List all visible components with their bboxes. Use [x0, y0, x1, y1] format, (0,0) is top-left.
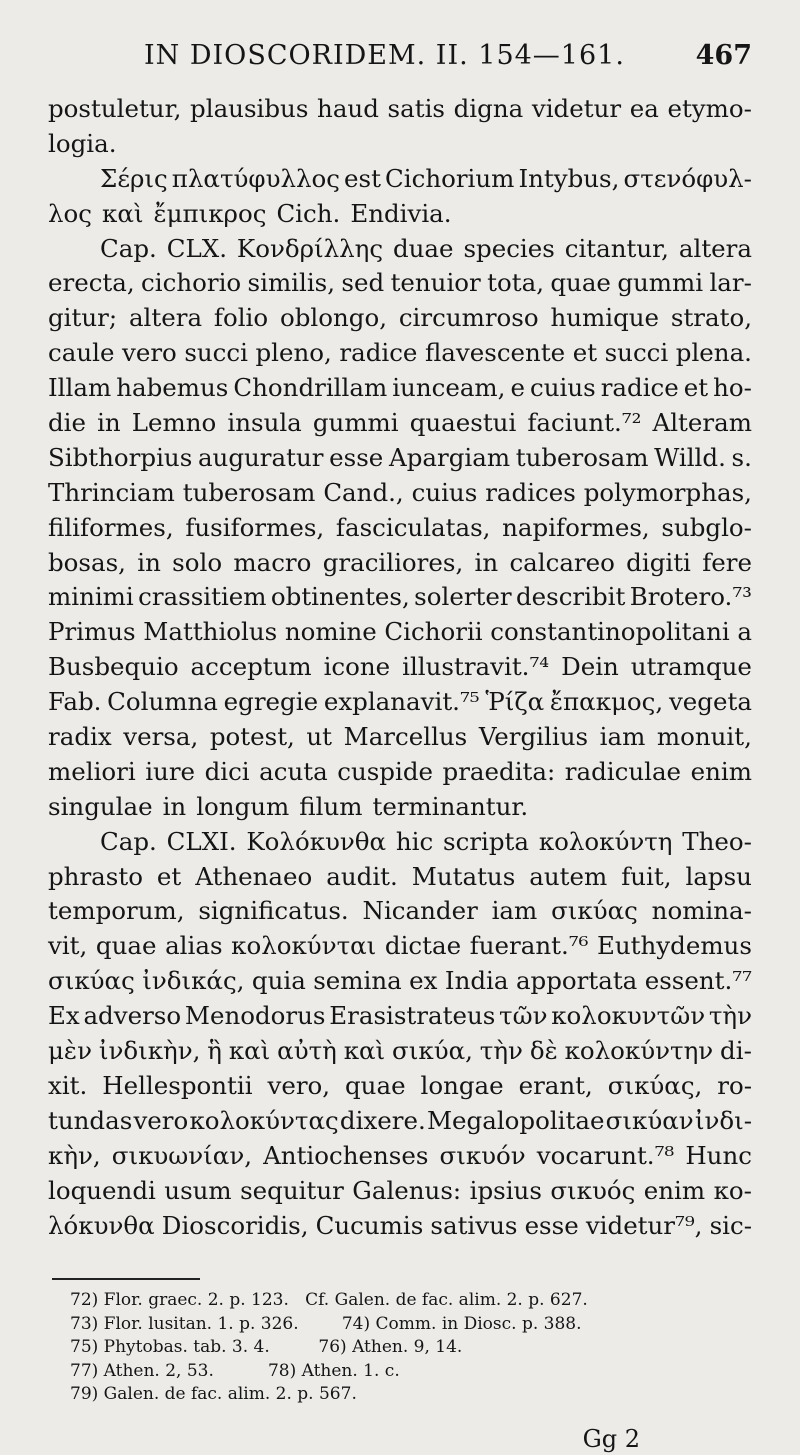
word: Chondrillam [233, 373, 388, 403]
word: Megalopolitae [426, 1105, 605, 1135]
text-line [48, 685, 752, 720]
word: sic- [709, 1210, 752, 1240]
word: Primus [48, 617, 136, 647]
word: constantinopolitani [490, 617, 730, 647]
word: radice [600, 373, 679, 403]
word: fuerant.⁷⁶ [469, 931, 589, 961]
word: faciunt.⁷² [527, 408, 642, 438]
word: nomine [284, 617, 377, 647]
text-line [48, 371, 752, 406]
text-line [48, 650, 752, 685]
word: altera [128, 303, 203, 333]
word: est [344, 163, 381, 193]
word: ἰνδι- [694, 1105, 752, 1135]
word: σικυός [550, 1175, 636, 1205]
word: Illam [48, 373, 112, 403]
word: icone [323, 652, 391, 682]
word: Galenus: [352, 1175, 462, 1205]
word: cuius [529, 373, 596, 403]
footnote: 79) Galen. de fac. alim. 2. p. 567. [70, 1384, 357, 1404]
word: fuit, [621, 861, 672, 891]
word: gitur; [48, 303, 118, 333]
word: duae [392, 233, 454, 263]
word: folio [213, 303, 269, 333]
word: auguratur [197, 442, 324, 472]
word: postuletur, [48, 94, 182, 123]
running-title: IN DIOSCORIDEM. II. 154—161. [144, 40, 625, 71]
word: Lemno [131, 408, 217, 438]
word: vit, [48, 931, 88, 961]
word: hic [395, 826, 434, 856]
word: a [737, 617, 752, 647]
word: filiformes, [48, 512, 174, 542]
text-line [48, 790, 752, 825]
text-line [48, 1209, 752, 1244]
word: videtur⁷⁹, [585, 1210, 703, 1240]
word: habemus [116, 373, 229, 403]
word: σικύαν [605, 1105, 694, 1135]
word: radiculae [564, 756, 682, 786]
word: Ex [48, 1001, 80, 1031]
word: vero, [267, 1070, 331, 1100]
text-line [48, 1139, 752, 1174]
word: erant, [518, 1070, 593, 1100]
word: similis, [247, 268, 336, 298]
word: citantur, [564, 233, 669, 263]
word: καὶ [343, 1036, 386, 1066]
word: filum [299, 791, 363, 821]
signature-mark: Gg 2 [582, 1425, 640, 1453]
word: audit. [326, 861, 398, 891]
word: Cand., [323, 477, 404, 507]
word: radix [48, 722, 112, 752]
word: et [156, 861, 182, 891]
word: adverso [83, 1001, 182, 1031]
footnote: 77) Athen. 2, 53. 78) Athen. 1. c. [70, 1360, 400, 1381]
word: πλατύφυλλος [171, 163, 340, 193]
word: Menodorus [184, 1001, 326, 1031]
text-line [48, 1069, 752, 1104]
word: Erasistrateus [329, 1001, 496, 1031]
footnote: 75) Phytobas. tab. 3. 4. 76) Athen. 9, 14. [70, 1337, 463, 1357]
word: minimi [48, 582, 134, 612]
word: radice [339, 338, 418, 368]
word: satis [387, 94, 445, 123]
word: ἰνδικὴν, [98, 1036, 201, 1066]
word: digiti [626, 547, 691, 577]
text-line [48, 476, 752, 511]
word: singulae [48, 791, 153, 821]
word: Thrinciam [48, 477, 175, 507]
word: tundas [48, 1105, 133, 1135]
word: digna [453, 94, 524, 123]
word: tenuior [390, 268, 481, 298]
word: σικύας, [607, 1070, 703, 1100]
word: Ῥίζα [485, 687, 545, 717]
word: ipsius [469, 1175, 542, 1205]
word: Sibthorpius [48, 442, 193, 472]
word: iam [491, 896, 538, 926]
word: logia. [48, 128, 117, 158]
word: Cap. [100, 233, 157, 263]
word: cuspide [337, 756, 434, 786]
word: vero [121, 338, 177, 368]
word: Nicander [362, 896, 478, 926]
word: τὴν [708, 1001, 752, 1031]
text-line [48, 266, 752, 301]
word: ἰνδικάς, [142, 966, 245, 996]
word: semina [313, 966, 402, 996]
word: temporum, [48, 896, 185, 926]
word: solo [172, 547, 223, 577]
word: Dioscoridis, [161, 1210, 309, 1240]
word: tuberosam [182, 477, 316, 507]
text-line [48, 894, 752, 929]
word: sequitur [240, 1175, 344, 1205]
word: tuberosam [515, 442, 649, 472]
word: caule [48, 338, 115, 368]
word: pleno, [255, 338, 332, 368]
word: di- [720, 1036, 752, 1066]
body-text [48, 92, 752, 1243]
word: iunceam, [392, 373, 506, 403]
word: dictae [384, 931, 462, 961]
word: utramque [630, 652, 752, 682]
text-line [48, 615, 752, 650]
word: tota, [487, 268, 544, 298]
text-line [48, 92, 752, 127]
text-line [48, 1034, 752, 1069]
word: quaestui [409, 408, 517, 438]
text-line [48, 860, 752, 895]
word: nomina- [651, 896, 752, 926]
word: autem [529, 861, 608, 891]
page-header [48, 40, 752, 80]
text-line [48, 999, 752, 1034]
word: e [510, 373, 525, 403]
word: vero [133, 1105, 189, 1135]
word: etymo- [667, 94, 752, 123]
word: Cichorium [385, 163, 515, 193]
word: CLXI. [166, 826, 237, 856]
word: Alteram [652, 408, 752, 438]
text-line [48, 441, 752, 476]
word: terminantur. [372, 791, 529, 821]
word: στενόφυλ- [623, 163, 752, 193]
word: circumroso [398, 303, 539, 333]
text-line [48, 755, 752, 790]
word: polymorphas, [583, 477, 752, 507]
word: sativus [430, 1210, 518, 1240]
word: Hunc [685, 1140, 752, 1170]
word: Marcellus [343, 722, 468, 752]
word: succi [184, 338, 248, 368]
word: et [683, 373, 709, 403]
word: ἔπακμος, [549, 687, 664, 717]
word: crassitiem [138, 582, 267, 612]
text-line [48, 197, 752, 232]
word: κολοκύντας [189, 1105, 339, 1135]
word: dici [204, 756, 250, 786]
word: ut [306, 722, 333, 752]
word: praedita: [442, 756, 556, 786]
word: σικύα, [392, 1036, 473, 1066]
word: India [444, 966, 509, 996]
word: vegeta [668, 687, 752, 717]
text-line [48, 301, 752, 336]
word: significatus. [198, 896, 349, 926]
word: σικύας [48, 966, 135, 996]
word: Intybus, [518, 163, 620, 193]
word: Apargiam [389, 442, 511, 472]
word: s. [731, 442, 752, 472]
word: fasciculatas, [335, 512, 491, 542]
word: δὲ [529, 1036, 558, 1066]
word: species [463, 233, 555, 263]
word: apportata [515, 966, 638, 996]
word: κολοκύνται [231, 931, 377, 961]
word: τὴν [479, 1036, 523, 1066]
text-line [48, 825, 752, 860]
word: ho- [713, 373, 752, 403]
word: in [137, 547, 161, 577]
word: σικύας [551, 896, 638, 926]
word: plena. [675, 338, 752, 368]
word: ἔμπικρος [153, 198, 267, 228]
text-line [48, 406, 752, 441]
word: potest, [209, 722, 295, 752]
word: Vergilius [478, 722, 589, 752]
word: humique [550, 303, 660, 333]
word: Κονδρίλλης [236, 233, 384, 263]
word: λος [48, 198, 92, 228]
word: Antiochenses [263, 1140, 429, 1170]
word: haud [317, 94, 379, 123]
word: videtur [531, 94, 622, 123]
word: vocarunt.⁷⁸ [536, 1140, 675, 1170]
word: insula [227, 408, 302, 438]
word: μὲν [48, 1036, 92, 1066]
page-number: 467 [695, 40, 752, 71]
word: σικυόν [439, 1140, 526, 1170]
word: phrasto [48, 861, 143, 891]
word: explanavit.⁷⁵ [323, 687, 480, 717]
word: Mutatus [411, 861, 516, 891]
word: graciliores, [322, 547, 464, 577]
text-line [48, 546, 752, 581]
word: κολοκύντη [538, 826, 673, 856]
word: usum [164, 1175, 232, 1205]
text-line [48, 964, 752, 999]
word: Σέρις [100, 163, 168, 193]
word: Cucumis [315, 1210, 424, 1240]
word: κολοκυντῶν [551, 1001, 706, 1031]
word: esse [524, 1210, 579, 1240]
word: calcareo [509, 547, 615, 577]
word: longae [420, 1070, 504, 1100]
word: radices [485, 477, 576, 507]
text-line [48, 1174, 752, 1209]
word: Fab. [48, 687, 102, 717]
word: sed [341, 268, 385, 298]
word: κὴν, [48, 1140, 101, 1170]
word: Brotero.⁷³ [629, 582, 752, 612]
text-line [48, 511, 752, 546]
text-line [48, 1104, 752, 1139]
word: ea [629, 94, 659, 123]
word: napiformes, [502, 512, 650, 542]
word: fere [702, 547, 752, 577]
word: σικυωνίαν, [111, 1140, 253, 1170]
word: αὐτὴ [277, 1036, 337, 1066]
word: CLX. [166, 233, 227, 263]
word: κολοκύντην [564, 1036, 714, 1066]
text-line [48, 580, 752, 615]
word: in [474, 547, 499, 577]
word: ro- [717, 1070, 752, 1100]
text-line [48, 127, 752, 162]
word: καὶ [102, 198, 144, 228]
word: Endivia. [350, 198, 452, 228]
word: illustravit.⁷⁴ [402, 652, 550, 682]
word: bosas, [48, 547, 126, 577]
word: Columna [107, 687, 218, 717]
text-line [48, 720, 752, 755]
word: erecta, [48, 268, 135, 298]
word: cuius [411, 477, 478, 507]
word: subglo- [661, 512, 752, 542]
footnote: 72) Flor. graec. 2. p. 123. Cf. Galen. de fac. alim. 2. p. 627. [70, 1290, 588, 1310]
word: Euthydemus [597, 931, 752, 961]
word: describit [515, 582, 626, 612]
word: iure [145, 756, 196, 786]
word: iam [599, 722, 646, 752]
word: dixere. [339, 1105, 426, 1135]
word: lapsu [685, 861, 752, 891]
word: ex [409, 966, 438, 996]
word: in [162, 791, 187, 821]
word: Cichorii [384, 617, 483, 647]
word: Hellespontii [102, 1070, 253, 1100]
footnote-rule [52, 1278, 200, 1280]
text-line [48, 162, 752, 197]
word: solerter [414, 582, 512, 612]
word: xit. [48, 1070, 88, 1100]
word: oblongo, [279, 303, 387, 333]
word: essent.⁷⁷ [644, 966, 752, 996]
word: et [572, 338, 598, 368]
word: meliori [48, 756, 136, 786]
word: acceptum [190, 652, 312, 682]
word: altera [678, 233, 752, 263]
word: enim [690, 756, 752, 786]
footnote: 73) Flor. lusitan. 1. p. 326. 74) Comm. in Diosc. p. 388. [70, 1313, 582, 1334]
text-line [48, 336, 752, 371]
word: flavescente [424, 338, 566, 368]
word: succi [604, 338, 669, 368]
word: versa, [123, 722, 199, 752]
word: plausibus [190, 94, 309, 123]
word: enim [643, 1175, 706, 1205]
word: egregie [223, 687, 319, 717]
word: Willd. [654, 442, 726, 472]
word: Κολόκυνθα [246, 826, 387, 856]
word: Cap. [100, 826, 157, 856]
word: quae [345, 1070, 406, 1100]
word: gummi [312, 408, 399, 438]
word: fusiformes, [185, 512, 325, 542]
word: die [48, 408, 87, 438]
text-line [48, 929, 752, 964]
word: quae [550, 268, 611, 298]
word: Cich. [276, 198, 341, 228]
word: in [97, 408, 121, 438]
word: macro [233, 547, 312, 577]
word: Theo- [682, 826, 752, 856]
word: longum [196, 791, 290, 821]
word: κο- [713, 1175, 752, 1205]
footnotes [70, 1289, 740, 1407]
word: Athenaeo [195, 861, 313, 891]
word: acuta [259, 756, 328, 786]
word: loquendi [48, 1175, 156, 1205]
word: Dein [561, 652, 619, 682]
word: τῶν [499, 1001, 548, 1031]
word: cichorio [141, 268, 242, 298]
word: strato, [670, 303, 752, 333]
word: lar- [709, 268, 752, 298]
word: quae [95, 931, 157, 961]
text-line [48, 232, 752, 267]
word: monuit, [656, 722, 752, 752]
word: Busbequio [48, 652, 179, 682]
word: alias [165, 931, 223, 961]
word: Matthiolus [143, 617, 278, 647]
word: esse [329, 442, 384, 472]
word: ἣ [207, 1036, 222, 1066]
word: obtinentes, [270, 582, 410, 612]
word: καὶ [228, 1036, 271, 1066]
word: λόκυνθα [48, 1210, 155, 1240]
word: scripta [443, 826, 530, 856]
word: gummi [617, 268, 704, 298]
word: quia [251, 966, 306, 996]
